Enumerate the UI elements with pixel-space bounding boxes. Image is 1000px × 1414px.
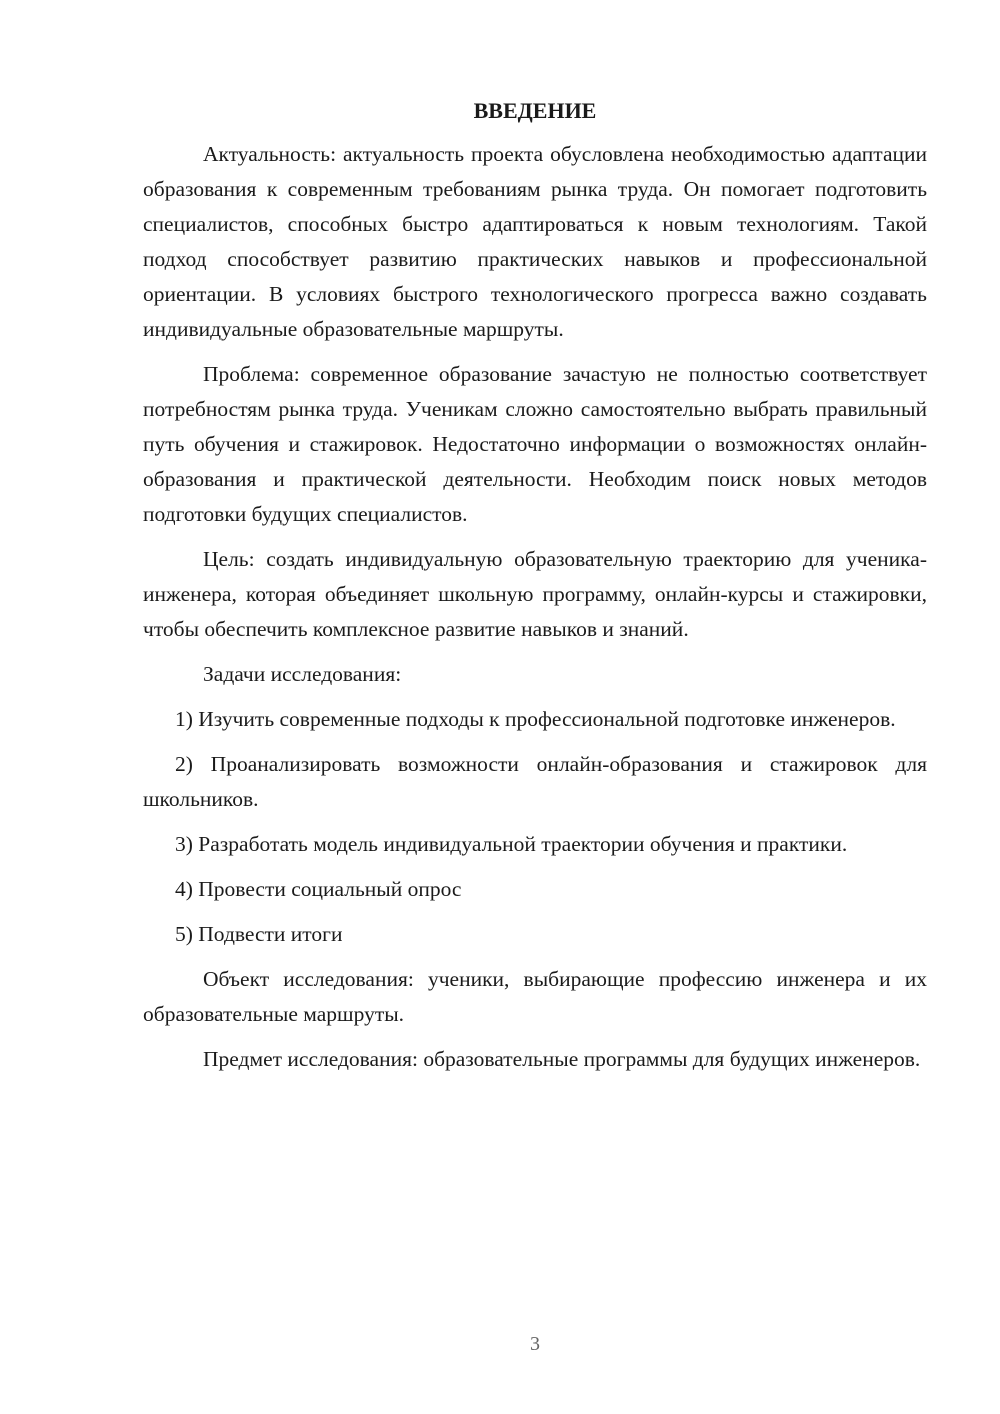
task-item-4: 4) Провести социальный опрос (175, 877, 462, 901)
page-title: ВВЕДЕНИЕ (473, 98, 597, 123)
goal-paragraph: Цель: создать индивидуальную образовательную траекторию для ученика-инженера, которая объединяет школьную программу, онлайн-курсы и стажировки, чтобы обеспечить комплексное развитие навыков и знаний. (143, 547, 927, 641)
task-item-2: 2) Проанализировать возможности онлайн-образования и стажировок для школьников. (143, 752, 927, 811)
subject-paragraph: Предмет исследования: образовательные программы для будущих инженеров. (203, 1047, 921, 1071)
relevance-paragraph: Актуальность: актуальность проекта обусловлена необходимостью адаптации образования к современным требованиям рынка труда. Он помогает подготовить специалистов, способных быстро адаптироваться к новым технологиям. Такой подход способствует развитию практических навыков и профессиональной ориентации. В условиях быстрого технологического прогресса важно создавать индивидуальные образовательные маршруты. (143, 142, 927, 341)
task-item-1: 1) Изучить современные подходы к профессиональной подготовке инженеров. (175, 707, 896, 731)
task-item-3: 3) Разработать модель индивидуальной траектории обучения и практики. (175, 832, 848, 856)
page-number: 3 (530, 1333, 540, 1355)
problem-paragraph: Проблема: современное образование зачастую не полностью соответствует потребностям рынка труда. Ученикам сложно самостоятельно выбрать правильный путь обучения и стажировок. Недостаточно информации о возможностях онлайн-образования и практической деятельности. Необходим поиск новых методов подготовки будущих специалистов. (143, 362, 927, 526)
task-item-5: 5) Подвести итоги (175, 922, 343, 946)
object-paragraph: Объект исследования: ученики, выбирающие профессию инженера и их образовательные маршруты. (143, 967, 927, 1026)
page-content (143, 95, 927, 1087)
tasks-heading: Задачи исследования: (203, 662, 402, 686)
